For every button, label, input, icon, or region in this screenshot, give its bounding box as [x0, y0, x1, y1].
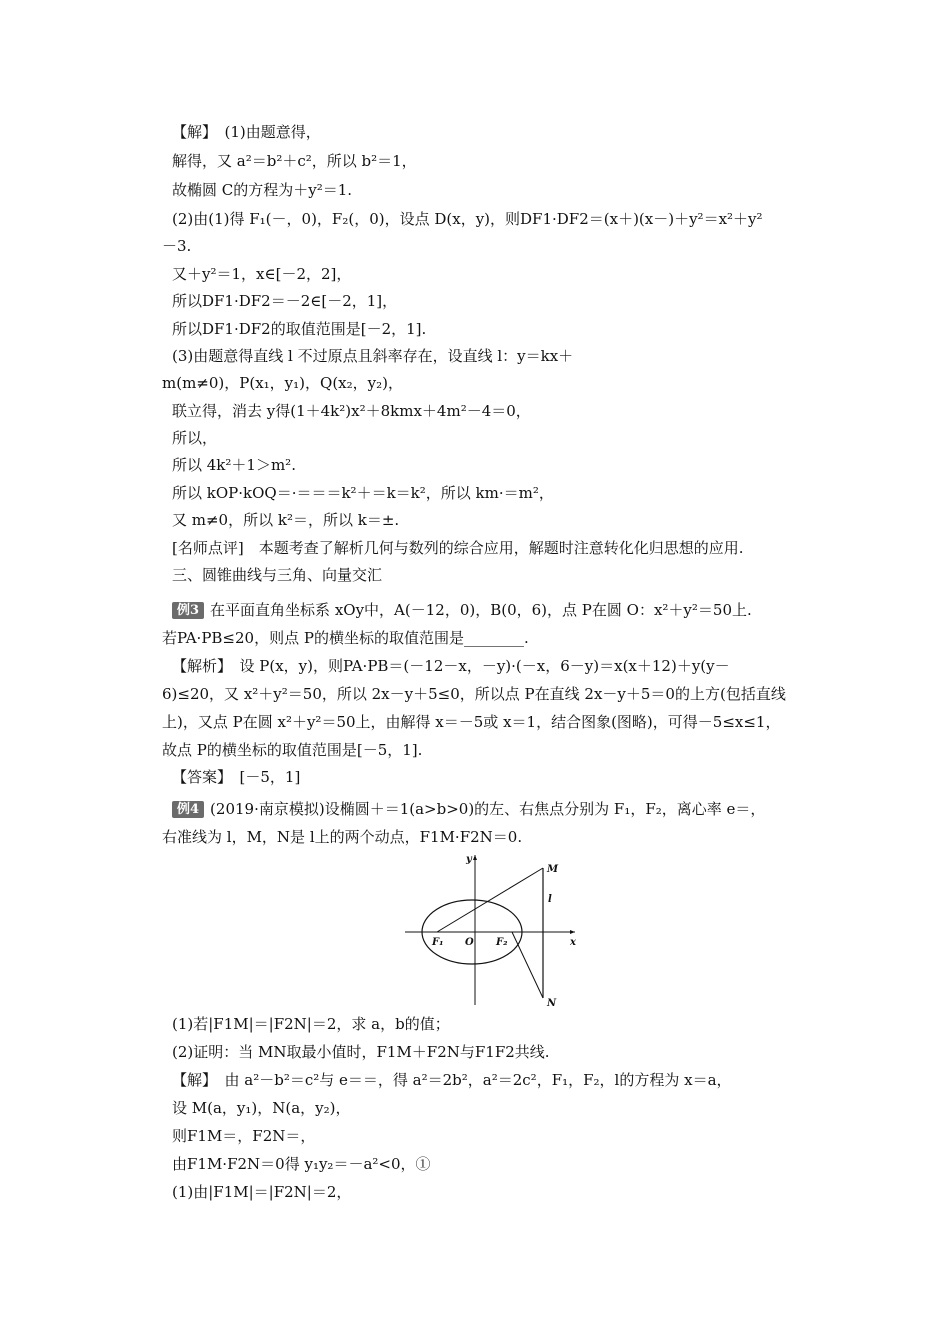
label-y: y	[466, 854, 472, 865]
text-line: 又＋y²＝1，x∈[－2，2]，	[172, 265, 352, 283]
label-m: M	[547, 864, 559, 875]
example4-q2: (2)证明：当 MN取最小值时，F1M＋F2N与F1F2共线.	[172, 1043, 550, 1061]
text-line: 所以 kOP·kOQ＝·＝＝＝k²＋＝k＝k²，所以 km·＝m²，	[172, 484, 554, 502]
text-line: 所以DF1·DF2的取值范围是[－2，1].	[172, 320, 427, 338]
example3-analysis4: 故点 P的横坐标的取值范围是[－5，1].	[162, 741, 423, 759]
label-n: N	[547, 998, 557, 1009]
label-f2: F₂	[496, 937, 508, 948]
example3-analysis3: 上)，又点 P在圆 x²＋y²＝50上，由解得 x＝－5或 x＝1，结合图象(图略)，可得－5≤x≤1，	[162, 713, 781, 731]
text-line: 联立得，消去 y得(1＋4k²)x²＋8kmx＋4m²－4＝0，	[172, 402, 531, 420]
text-line: 所以 4k²＋1＞m².	[172, 456, 296, 474]
example4-sol4: 由F1M·F2N＝0得 y₁y₂＝－a²<0，①	[172, 1155, 431, 1173]
text-line: 所以，	[172, 429, 218, 447]
segment-f1-m	[437, 868, 543, 932]
example3-analysis2: 6)≤20，又 x²＋y²＝50，所以 2x－y＋5≤0，所以点 P在直线 2x－y＋5＝0的上方(包括直线	[162, 685, 786, 703]
example3-text2: 若PA·PB≤20，则点 P的横坐标的取值范围是________.	[162, 629, 529, 647]
example3-answer: 【答案】 [－5，1]	[172, 768, 301, 786]
label-o: O	[465, 937, 474, 948]
text-line: (3)由题意得直线 l 不过原点且斜率存在，设直线 l：y＝kx＋	[172, 347, 574, 365]
example4-text2: 右准线为 l，M，N是 l上的两个动点，F1M·F2N＝0.	[162, 828, 523, 846]
text-line: －3.	[162, 237, 192, 255]
example4-sol1: 【解】 由 a²－b²＝c²与 e＝＝，得 a²＝2b²，a²＝2c²，F₁，F₂，l的方程为 x＝a，	[172, 1071, 732, 1089]
text-line: 又 m≠0，所以 k²＝，所以 k＝±.	[172, 511, 400, 529]
example4-sol3: 则F1M＝，F2N＝，	[172, 1127, 316, 1145]
ellipse-figure	[400, 850, 580, 1010]
text-line: 所以DF1·DF2＝－2∈[－2，1]，	[172, 292, 398, 310]
label-f1: F₁	[432, 937, 444, 948]
solution-heading: 【解】 (1)由题意得，	[172, 123, 321, 141]
section-heading: 三、圆锥曲线与三角、向量交汇	[172, 566, 383, 584]
y-axis-arrow	[473, 855, 477, 860]
text-line: m(m≠0)，P(x₁，y₁)，Q(x₂，y₂)，	[162, 374, 403, 392]
example3-line1	[172, 600, 752, 620]
example4-text1: (2019·南京模拟)设椭圆＋＝1(a>b>0)的左、右焦点分别为 F₁，F₂，离心率 e＝，	[210, 800, 766, 818]
text-line: 故椭圆 C的方程为＋y²＝1.	[172, 181, 353, 199]
example3-analysis1: 【解析】 设 P(x，y)，则PA·PB＝(－12－x，－y)·(－x，6－y)＝x(x＋12)＋y(y－	[172, 657, 730, 675]
example4-line1	[172, 799, 765, 819]
x-axis-arrow	[570, 930, 575, 934]
teacher-comment: [名师点评] 本题考查了解析几何与数列的综合应用，解题时注意转化化归思想的应用.	[172, 539, 744, 557]
text-line: (2)由(1)得 F₁(－，0)，F₂(，0)，设点 D(x，y)，则DF1·DF2＝(x＋)(x－)＋y²＝x²＋y²	[172, 210, 763, 228]
example4-q1: (1)若|F1M|＝|F2N|＝2，求 a，b的值；	[172, 1015, 450, 1033]
segment-f2-n	[512, 932, 543, 998]
example3-tag: 例3	[172, 602, 204, 619]
label-l: l	[548, 894, 552, 905]
example4-tag: 例4	[172, 801, 204, 818]
text-line: 解得，又 a²＝b²＋c²，所以 b²＝1，	[172, 152, 417, 170]
example3-text1: 在平面直角坐标系 xOy中，A(－12，0)，B(0，6)，点 P在圆 O：x²＋y²＝50上.	[210, 601, 752, 619]
label-x: x	[570, 937, 576, 948]
example4-sol2: 设 M(a，y₁)，N(a，y₂)，	[172, 1099, 351, 1117]
example4-sol5: (1)由|F1M|＝|F2N|＝2，	[172, 1183, 352, 1201]
